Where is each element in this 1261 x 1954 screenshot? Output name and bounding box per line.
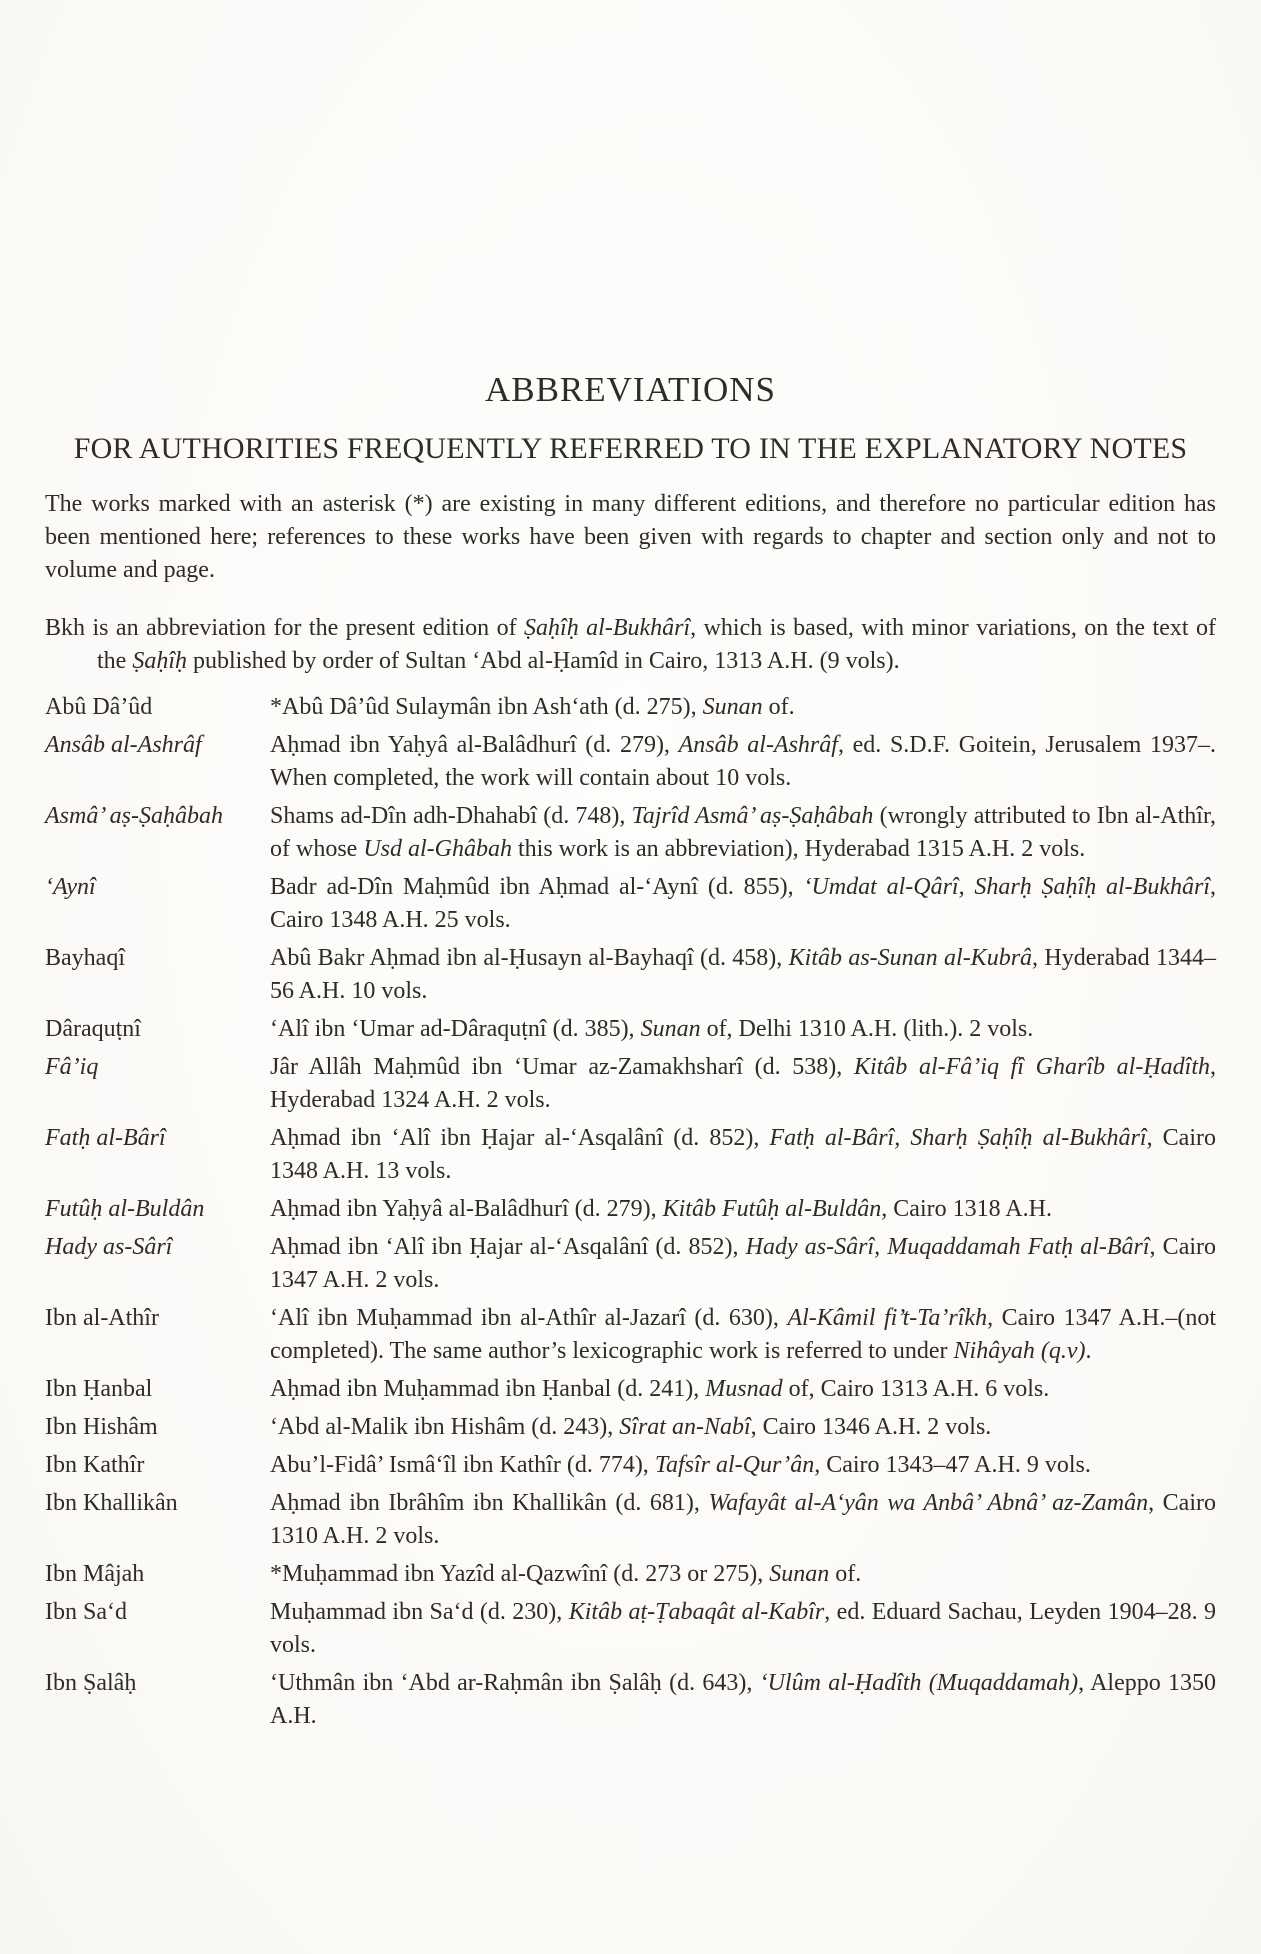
entry-abbreviation: Ibn Khallikân — [45, 1490, 178, 1516]
bkh-note: Bkh is an abbreviation for the present edition of Ṣaḥîḥ al-Bukhârî, which is based, with minor variations, on the text of the Ṣaḥîḥ published by order of Sultan ‘Abd al-Ḥamîd in Cairo, 1313 A.H. (9 vols). — [45, 615, 1216, 674]
entry-abbreviation: Ibn Mâjah — [45, 1561, 145, 1587]
entry-description: Aḥmad ibn Ibrâhîm ibn Khallikân (d. 681), Wafayât al-A‘yân wa Anbâ’ Abnâ’ az-Zamân, Cairo 1310 A.H. 2 vols. — [270, 1490, 1216, 1549]
entry-abbreviation: Ibn al-Athîr — [45, 1305, 159, 1331]
entry-row — [45, 800, 1216, 866]
entry-abbreviation: Fatḥ al-Bârî — [45, 1125, 166, 1151]
entry-abbreviation: Ibn Ṣalâḥ — [45, 1670, 137, 1696]
entry-row — [45, 1013, 1216, 1046]
entry-row — [45, 1411, 1216, 1444]
entry-description: *Muḥammad ibn Yazîd al-Qazwînî (d. 273 or 275), Sunan of. — [270, 1561, 862, 1587]
entry-description: Muḥammad ibn Sa‘d (d. 230), Kitâb aṭ-Ṭabaqât al-Kabîr, ed. Eduard Sachau, Leyden 1904–28. 9 vols. — [270, 1599, 1217, 1658]
entry-row — [45, 1231, 1216, 1297]
entry-abbreviation: Ibn Ḥanbal — [45, 1376, 153, 1402]
entry-row — [45, 1487, 1216, 1553]
intro-paragraph: The works marked with an asterisk (*) are existing in many different editions, and therefore no particular edition has been mentioned here; references to these works have been given with regards to chapter and section only and not to volume and page. — [45, 491, 1216, 583]
entry-abbreviation: ‘Aynî — [45, 874, 96, 900]
entry-description: Badr ad-Dîn Maḥmûd ibn Aḥmad al-‘Aynî (d. 855), ‘Umdat al-Qârî, Sharḥ Ṣaḥîḥ al-Bukhârî, Cairo 1348 A.H. 25 vols. — [270, 874, 1216, 933]
page-subtitle: FOR AUTHORITIES FREQUENTLY REFERRED TO IN THE EXPLANATORY NOTES — [73, 432, 1188, 465]
entry-row — [45, 1667, 1216, 1733]
entry-row — [45, 1558, 1216, 1591]
entry-abbreviation: Hady as-Sârî — [45, 1234, 173, 1260]
entry-row — [45, 1449, 1216, 1482]
entry-description: Aḥmad ibn Yaḥyâ al-Balâdhurî (d. 279), Kitâb Futûḥ al-Buldân, Cairo 1318 A.H. — [270, 1196, 1052, 1222]
entry-description: Aḥmad ibn Muḥammad ibn Ḥanbal (d. 241), Musnad of, Cairo 1313 A.H. 6 vols. — [270, 1376, 1050, 1402]
entry-description: ‘Alî ibn ‘Umar ad-Dâraquṭnî (d. 385), Sunan of, Delhi 1310 A.H. (lith.). 2 vols. — [270, 1016, 1034, 1042]
entry-abbreviation: Asmâ’ aṣ-Ṣaḥâbah — [45, 803, 223, 829]
entry-abbreviation: Ibn Hishâm — [45, 1414, 158, 1440]
entry-row — [45, 942, 1216, 1008]
entry-description: Abû Bakr Aḥmad ibn al-Ḥusayn al-Bayhaqî (d. 458), Kitâb as-Sunan al-Kubrâ, Hyderabad 1344–56 A.H. 10 vols. — [270, 945, 1216, 1004]
entry-row — [45, 1373, 1216, 1406]
entry-row — [45, 1596, 1216, 1662]
entry-description: *Abû Dâ’ûd Sulaymân ibn Ash‘ath (d. 275), Sunan of. — [270, 694, 795, 720]
entry-description: ‘Abd al-Malik ibn Hishâm (d. 243), Sîrat an-Nabî, Cairo 1346 A.H. 2 vols. — [270, 1414, 992, 1440]
entry-row — [45, 1302, 1216, 1368]
entry-description: Aḥmad ibn ‘Alî ibn Ḥajar al-‘Asqalânî (d. 852), Fatḥ al-Bârî, Sharḥ Ṣaḥîḥ al-Bukhârî, Cairo 1348 A.H. 13 vols. — [270, 1125, 1216, 1184]
entry-description: Abu’l-Fidâ’ Ismâ‘îl ibn Kathîr (d. 774), Tafsîr al-Qur’ân, Cairo 1343–47 A.H. 9 vols. — [270, 1452, 1091, 1478]
entry-row — [45, 729, 1216, 795]
entry-description: ‘Alî ibn Muḥammad ibn al-Athîr al-Jazarî (d. 630), Al-Kâmil fi’t-Ta’rîkh, Cairo 1347 A.H.–(not completed). The same author’s lexicographic work is referred to under Nihâyah (q.v). — [270, 1305, 1217, 1364]
entry-abbreviation: Ansâb al-Ashrâf — [45, 732, 202, 758]
entry-description: Jâr Allâh Maḥmûd ibn ‘Umar az-Zamakhsharî (d. 538), Kitâb al-Fâ’iq fî Gharîb al-Ḥadîth, Hyderabad 1324 A.H. 2 vols. — [270, 1054, 1216, 1113]
entry-row — [45, 1122, 1216, 1188]
abbreviation-list — [45, 691, 1216, 1733]
entry-abbreviation: Ibn Kathîr — [45, 1452, 145, 1478]
entry-abbreviation: Bayhaqî — [45, 945, 125, 971]
entry-description: Aḥmad ibn Yaḥyâ al-Balâdhurî (d. 279), Ansâb al-Ashrâf, ed. S.D.F. Goitein, Jerusalem 1937–. When completed, the work will contain about 10 vols. — [270, 732, 1216, 791]
entry-row — [45, 1193, 1216, 1226]
entry-row — [45, 871, 1216, 937]
entry-abbreviation: Dâraquṭnî — [45, 1016, 141, 1042]
page-title: ABBREVIATIONS — [484, 370, 777, 409]
entry-description: Shams ad-Dîn adh-Dhahabî (d. 748), Tajrîd Asmâ’ aṣ-Ṣaḥâbah (wrongly attributed to Ibn al-Athîr, of whose Usd al-Ghâbah this work is an abbreviation), Hyderabad 1315 A.H. 2 vols. — [270, 803, 1216, 862]
entry-abbreviation: Fâ’iq — [45, 1054, 99, 1080]
entry-row — [45, 1051, 1216, 1117]
entry-abbreviation: Futûḥ al-Buldân — [45, 1196, 205, 1222]
entry-description: ‘Uthmân ibn ‘Abd ar-Raḥmân ibn Ṣalâḥ (d. 643), ‘Ulûm al-Ḥadîth (Muqaddamah), Aleppo 1350 A.H. — [270, 1670, 1216, 1729]
entry-row — [45, 691, 1216, 724]
entry-description: Aḥmad ibn ‘Alî ibn Ḥajar al-‘Asqalânî (d. 852), Hady as-Sârî, Muqaddamah Fatḥ al-Bârî, Cairo 1347 A.H. 2 vols. — [270, 1234, 1217, 1293]
entry-abbreviation: Ibn Sa‘d — [45, 1599, 127, 1625]
entry-abbreviation: Abû Dâ’ûd — [45, 694, 153, 720]
